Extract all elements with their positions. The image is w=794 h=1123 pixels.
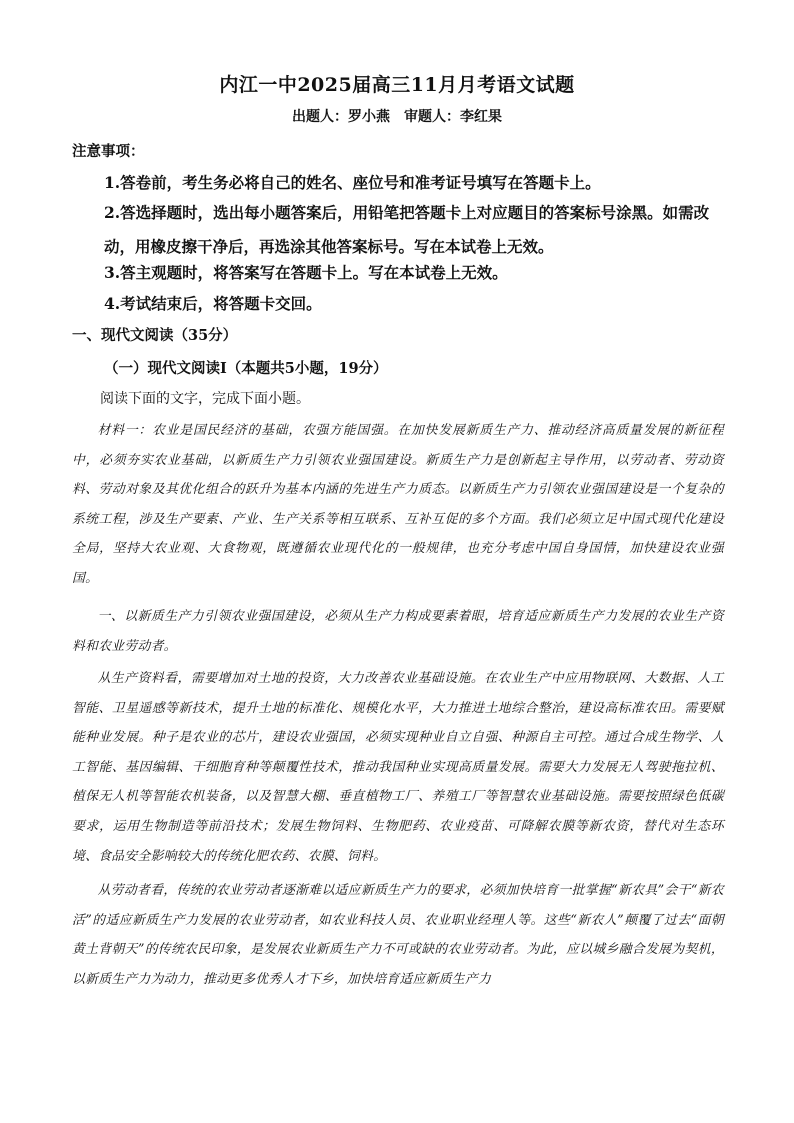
exam-title: 内江一中2025届高三11月月考语文试题 [219, 74, 575, 96]
passage-paragraph: 材料一：农业是国民经济的基础，农强方能国强。在加快发展新质生产力、推动经济高质量发展的新征程中，必须夯实农业基础，以新质生产力引领农业强国建设。新质生产力是创新起主导作用，以劳动者、劳动资料、劳动对象及其优化组合的跃升为基本内涵的先进生产力质态。以新质生产力引领农业强国建设是一个复杂的系统工程，涉及生产要素、产业、生产关系等相互联系、互补互促的多个方面。我们必须立足中国式现代化建设全局，坚持大农业观、大食物观，既遵循农业现代化的一般规律，也充分考虑中国自身国情，加快建设农业强国。 [72, 423, 724, 586]
question-setter: 出题人：罗小燕 [292, 109, 390, 125]
section-heading: 一、现代文阅读（35分） [72, 327, 238, 344]
passage-paragraph: 从生产资料看，需要增加对土地的投资，大力改善农业基础设施。在农业生产中应用物联网、大数据、人工智能、卫星遥感等新技术，提升土地的标准化、规模化水平，大力推进土地综合整治，建设高标准农田。需要赋能种业发展。种子是农业的芯片，建设农业强国，必须实现种业自立自强、种源自主可控。通过合成生物学、人工智能、基因编辑、干细胞育种等颠覆性技术，推动我国种业实现高质量发展。需要大力发展无人驾驶拖拉机、植保无人机等智能农机装备，以及智慧大棚、垂直植物工厂、养殖工厂等智慧农业基础设施。需要按照绿色低碳要求，运用生物制造等前沿技术；发展生物饲料、生物肥药、农业疫苗、可降解农膜等新农资，替代对生态环境、食品安全影响较大的传统化肥农药、农膜、饲料。 [72, 671, 724, 864]
author-line [0, 106, 794, 126]
passage-paragraph: 一、以新质生产力引领农业强国建设，必须从生产力构成要素着眼，培育适应新质生产力发展的农业生产资料和农业劳动者。 [72, 609, 724, 654]
notice-heading: 注意事项： [72, 143, 145, 160]
notice-item: 3.答主观题时，将答案写在答题卡上。写在本试卷上无效。 [104, 263, 508, 282]
notice-item: 4.考试结束后，将答题卡交回。 [104, 294, 322, 313]
subsection-heading: （一）现代文阅读Ⅰ（本题共5小题，19分） [104, 360, 388, 377]
passage-paragraph: 从劳动者看，传统的农业劳动者逐渐难以适应新质生产力的要求，必须加快培育一批掌握“新农具”会干“新农活”的适应新质生产力发展的农业劳动者，如农业科技人员、农业职业经理人等。这些“新农人”颠覆了过去“面朝黄土背朝天”的传统农民印象，是发展农业新质生产力不可或缺的农业劳动者。为此，应以城乡融合发展为契机，以新质生产力为动力，推动更多优秀人才下乡，加快培育适应新质生产力 [72, 883, 724, 987]
reading-instruction: 阅读下面的文字，完成下面小题。 [100, 391, 310, 407]
notice-item: 2.答选择题时，选出每小题答案后，用铅笔把答题卡上对应题目的答案标号涂黑。如需改动，用橡皮擦干净后，再选涂其他答案标号。写在本试卷上无效。 [104, 203, 710, 256]
notice-item: 1.答卷前，考生务必将自己的姓名、座位号和准考证号填写在答题卡上。 [104, 173, 601, 192]
question-reviewer: 审题人：李红果 [404, 109, 502, 125]
